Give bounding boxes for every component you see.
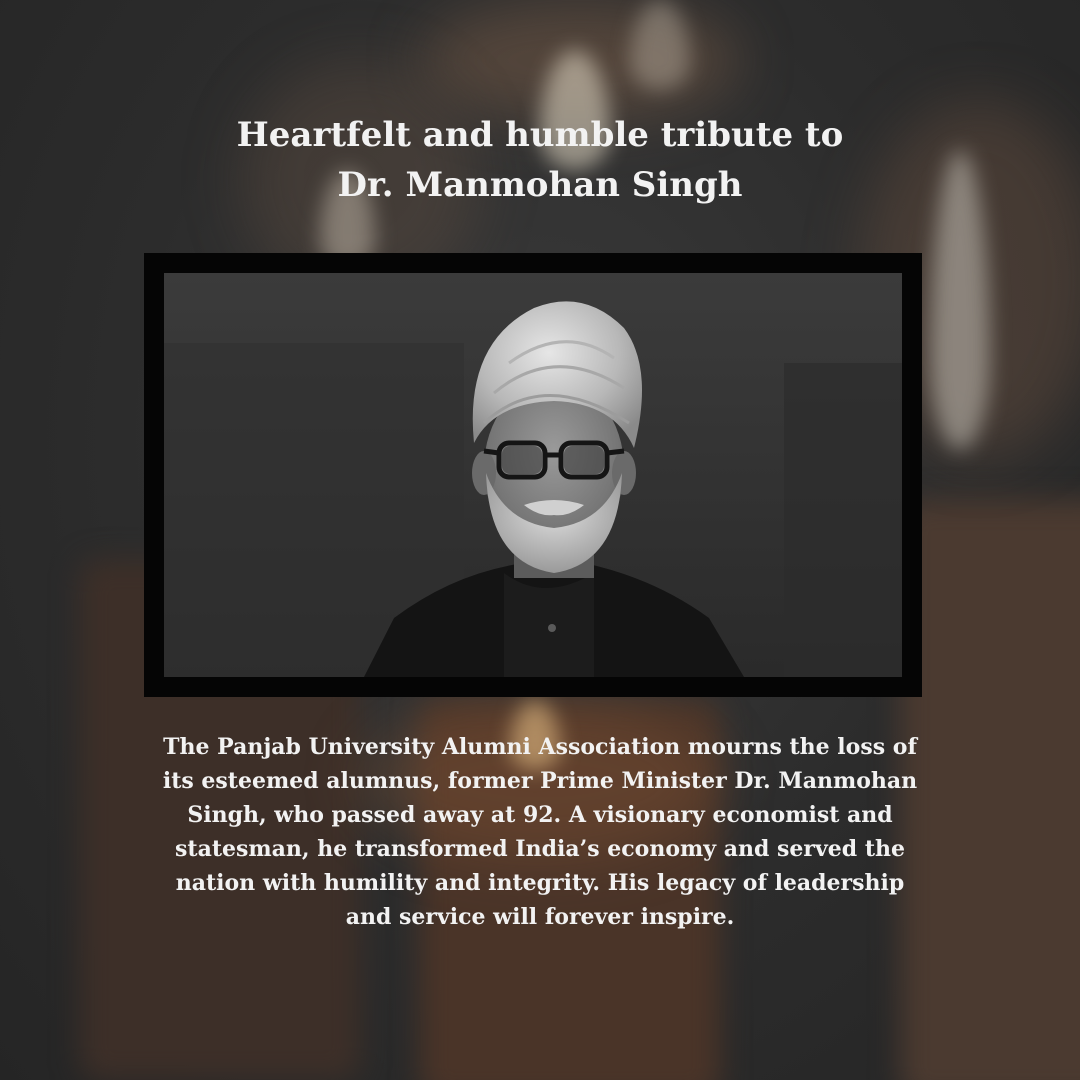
portrait-illustration [164, 273, 902, 677]
tribute-heading [0, 110, 1080, 210]
message-line-4: statesman, he transformed India’s economy and served the [175, 836, 905, 862]
portrait-photo [164, 273, 902, 677]
tribute-message [90, 730, 990, 934]
message-line-5: nation with humility and integrity. His legacy of leadership [175, 870, 905, 896]
message-line-6: and service will forever inspire. [345, 904, 735, 930]
heading-line-1: Heartfelt and humble tribute to [236, 115, 844, 155]
heading-line-2: Dr. Manmohan Singh [337, 165, 743, 205]
message-line-3: Singh, who passed away at 92. A visionary economist and [187, 802, 893, 828]
message-line-1: The Panjab University Alumni Association mourns the loss of [163, 734, 917, 760]
photo-frame [144, 253, 922, 697]
jacket-button [548, 624, 556, 632]
message-line-2: its esteemed alumnus, former Prime Minister Dr. Manmohan [162, 768, 918, 794]
